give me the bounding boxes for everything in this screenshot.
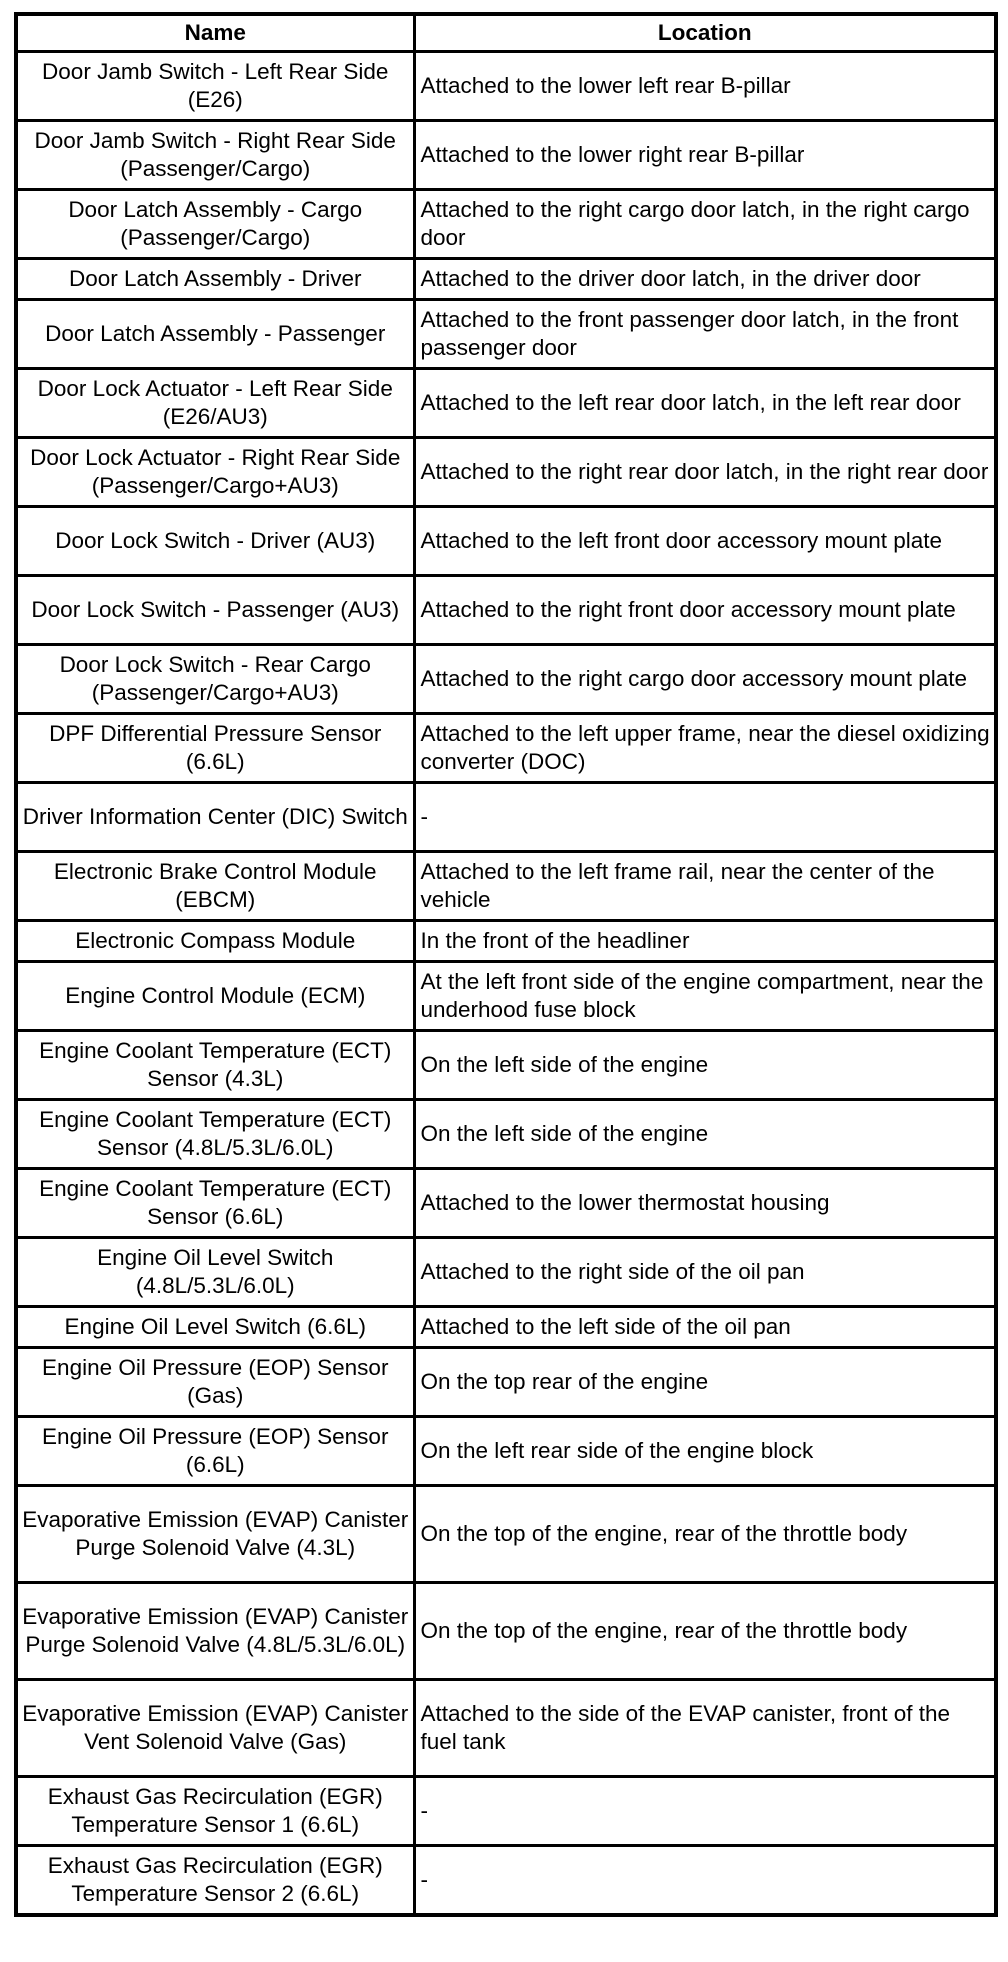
cell-location: Attached to the left frame rail, near the center of the vehicle [414, 852, 996, 921]
cell-name: Door Latch Assembly - Passenger [16, 300, 414, 369]
cell-name: Engine Oil Level Switch (6.6L) [16, 1307, 414, 1348]
column-header-location: Location [414, 14, 996, 52]
component-location-table-container [14, 12, 994, 1917]
cell-name: Door Latch Assembly - Cargo (Passenger/Cargo) [16, 190, 414, 259]
table-row [16, 962, 996, 1031]
table-row [16, 783, 996, 852]
cell-location: On the top of the engine, rear of the throttle body [414, 1583, 996, 1680]
cell-location: Attached to the side of the EVAP canister, front of the fuel tank [414, 1680, 996, 1777]
cell-location: On the left side of the engine [414, 1100, 996, 1169]
cell-name: Electronic Compass Module [16, 921, 414, 962]
cell-location: On the left rear side of the engine block [414, 1417, 996, 1486]
cell-name: Door Latch Assembly - Driver [16, 259, 414, 300]
cell-location: Attached to the left upper frame, near the diesel oxidizing converter (DOC) [414, 714, 996, 783]
cell-location: Attached to the right rear door latch, in the right rear door [414, 438, 996, 507]
table-row [16, 1846, 996, 1916]
cell-name: Door Lock Actuator - Right Rear Side (Passenger/Cargo+AU3) [16, 438, 414, 507]
cell-location: On the top of the engine, rear of the throttle body [414, 1486, 996, 1583]
cell-name: Electronic Brake Control Module (EBCM) [16, 852, 414, 921]
cell-location: Attached to the lower right rear B-pillar [414, 121, 996, 190]
table-row [16, 438, 996, 507]
cell-location: Attached to the left front door accessory mount plate [414, 507, 996, 576]
table-row [16, 1348, 996, 1417]
table-row [16, 921, 996, 962]
header-row [16, 14, 996, 52]
table-row [16, 852, 996, 921]
table-row [16, 1486, 996, 1583]
cell-location: Attached to the lower thermostat housing [414, 1169, 996, 1238]
cell-name: Door Jamb Switch - Right Rear Side (Passenger/Cargo) [16, 121, 414, 190]
cell-name: Driver Information Center (DIC) Switch [16, 783, 414, 852]
table-row [16, 52, 996, 121]
table-row [16, 1169, 996, 1238]
cell-name: Door Lock Switch - Rear Cargo (Passenger/Cargo+AU3) [16, 645, 414, 714]
cell-location: Attached to the front passenger door latch, in the front passenger door [414, 300, 996, 369]
table-row [16, 1238, 996, 1307]
cell-location: Attached to the lower left rear B-pillar [414, 52, 996, 121]
cell-location: At the left front side of the engine compartment, near the underhood fuse block [414, 962, 996, 1031]
table-row [16, 1777, 996, 1846]
column-header-name: Name [16, 14, 414, 52]
table-row [16, 369, 996, 438]
table-row [16, 1307, 996, 1348]
cell-name: Door Lock Switch - Passenger (AU3) [16, 576, 414, 645]
component-location-table [14, 12, 998, 1917]
cell-location: - [414, 1777, 996, 1846]
cell-location: Attached to the right side of the oil pan [414, 1238, 996, 1307]
cell-location: On the top rear of the engine [414, 1348, 996, 1417]
cell-location: Attached to the left side of the oil pan [414, 1307, 996, 1348]
cell-location: On the left side of the engine [414, 1031, 996, 1100]
cell-name: Evaporative Emission (EVAP) Canister Vent Solenoid Valve (Gas) [16, 1680, 414, 1777]
cell-name: Evaporative Emission (EVAP) Canister Purge Solenoid Valve (4.8L/5.3L/6.0L) [16, 1583, 414, 1680]
table-row [16, 1583, 996, 1680]
table-body [16, 52, 996, 1916]
cell-name: Exhaust Gas Recirculation (EGR) Temperature Sensor 2 (6.6L) [16, 1846, 414, 1916]
table-row [16, 300, 996, 369]
cell-name: DPF Differential Pressure Sensor (6.6L) [16, 714, 414, 783]
cell-name: Exhaust Gas Recirculation (EGR) Temperature Sensor 1 (6.6L) [16, 1777, 414, 1846]
table-row [16, 1417, 996, 1486]
cell-name: Engine Coolant Temperature (ECT) Sensor (4.8L/5.3L/6.0L) [16, 1100, 414, 1169]
table-row [16, 714, 996, 783]
cell-name: Door Lock Actuator - Left Rear Side (E26/AU3) [16, 369, 414, 438]
table-row [16, 576, 996, 645]
cell-name: Engine Oil Level Switch (4.8L/5.3L/6.0L) [16, 1238, 414, 1307]
cell-location: - [414, 1846, 996, 1916]
table-row [16, 190, 996, 259]
cell-name: Engine Control Module (ECM) [16, 962, 414, 1031]
cell-name: Evaporative Emission (EVAP) Canister Purge Solenoid Valve (4.3L) [16, 1486, 414, 1583]
cell-location: In the front of the headliner [414, 921, 996, 962]
cell-name: Engine Oil Pressure (EOP) Sensor (Gas) [16, 1348, 414, 1417]
cell-location: Attached to the right cargo door latch, in the right cargo door [414, 190, 996, 259]
cell-location: - [414, 783, 996, 852]
table-header [16, 14, 996, 52]
cell-location: Attached to the right front door accessory mount plate [414, 576, 996, 645]
table-row [16, 1100, 996, 1169]
cell-name: Door Lock Switch - Driver (AU3) [16, 507, 414, 576]
cell-name: Engine Coolant Temperature (ECT) Sensor (4.3L) [16, 1031, 414, 1100]
table-row [16, 1031, 996, 1100]
cell-name: Engine Coolant Temperature (ECT) Sensor (6.6L) [16, 1169, 414, 1238]
table-row [16, 645, 996, 714]
cell-location: Attached to the driver door latch, in the driver door [414, 259, 996, 300]
cell-name: Engine Oil Pressure (EOP) Sensor (6.6L) [16, 1417, 414, 1486]
table-row [16, 1680, 996, 1777]
table-row [16, 259, 996, 300]
cell-location: Attached to the right cargo door accessory mount plate [414, 645, 996, 714]
cell-location: Attached to the left rear door latch, in the left rear door [414, 369, 996, 438]
cell-name: Door Jamb Switch - Left Rear Side (E26) [16, 52, 414, 121]
table-row [16, 121, 996, 190]
table-row [16, 507, 996, 576]
